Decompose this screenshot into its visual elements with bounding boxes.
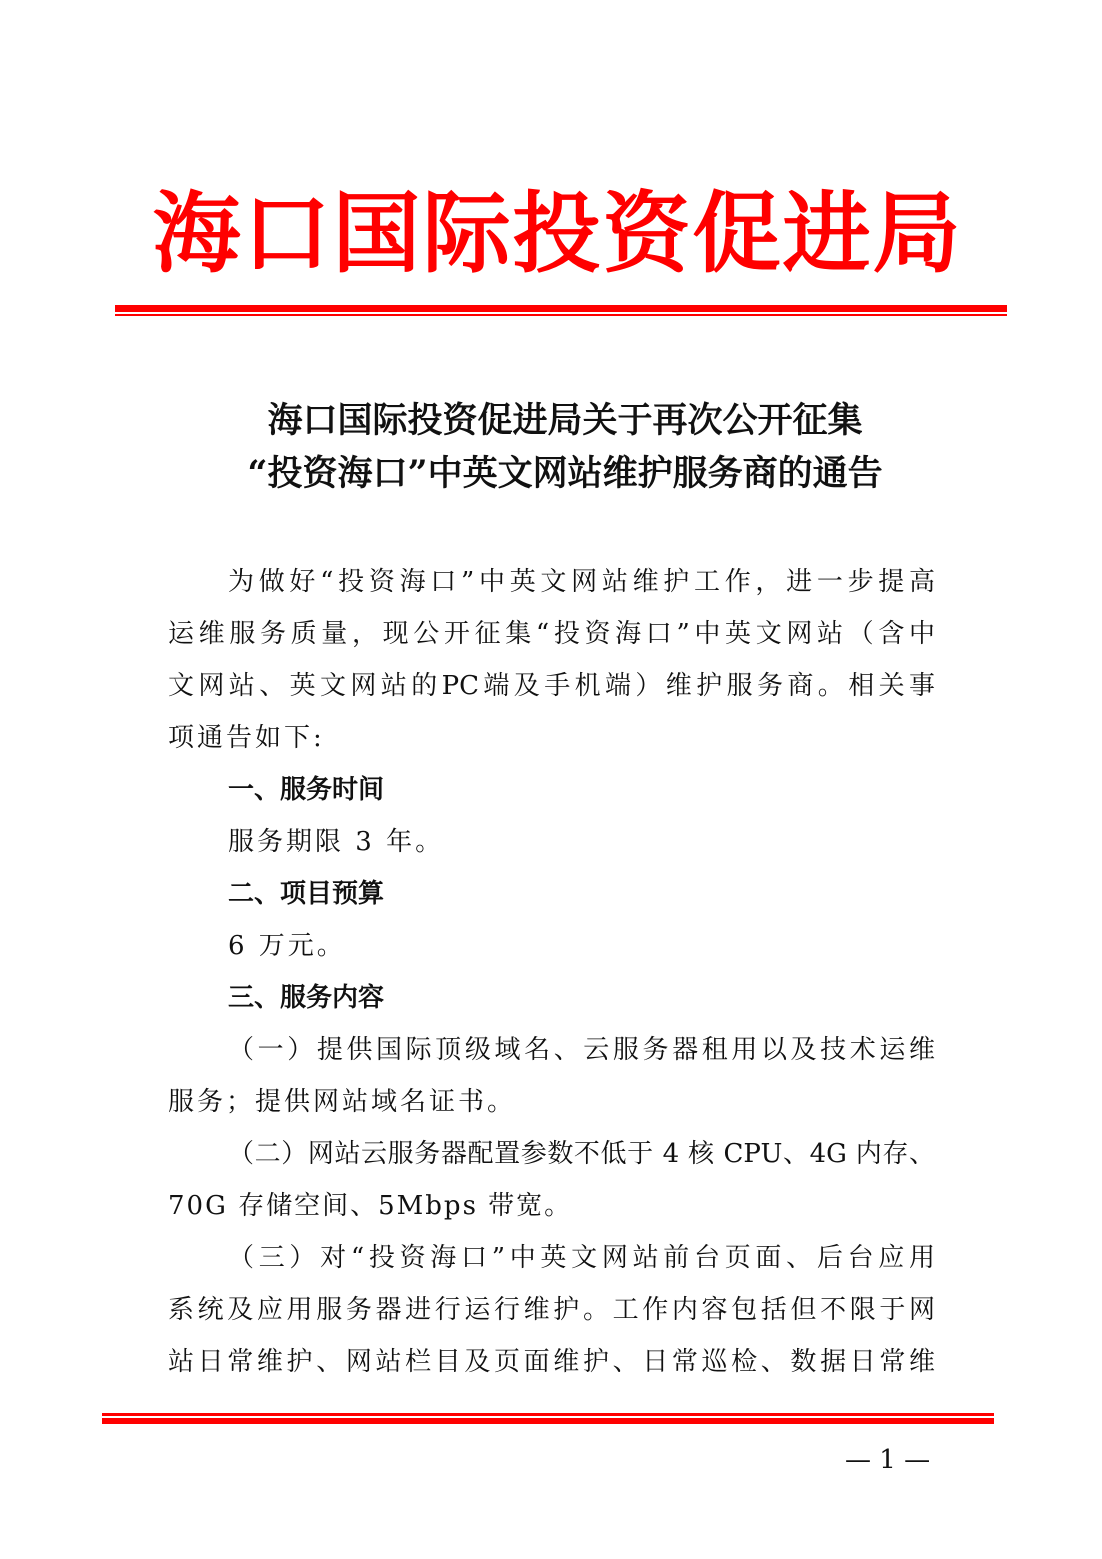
body-line: 6 万元。 (228, 931, 346, 961)
body-line: 文网站、英文网站的PC端及手机端）维护服务商。相关事 (168, 671, 935, 701)
body-line: 系统及应用服务器进行运行维护。工作内容包括但不限于网 (168, 1295, 935, 1325)
section-heading-service-time: 一、服务时间 (228, 775, 385, 805)
body-line: 为做好“投资海口”中英文网站维护工作，进一步提高 (228, 567, 935, 597)
document-title-line-2: “投资海口”中英文网站维护服务商的通告 (247, 453, 883, 494)
section-heading-budget: 二、项目预算 (228, 879, 385, 909)
header-rule-thick (115, 305, 1007, 312)
body-line: 70G 存储空间、5Mbps 带宽。 (168, 1191, 573, 1221)
body-line: （一）提供国际顶级域名、云服务器租用以及技术运维 (228, 1035, 935, 1065)
section-heading-service-content: 三、服务内容 (228, 983, 385, 1013)
footer-rule-thin (102, 1413, 994, 1416)
page-number: — 1 — (845, 1445, 931, 1475)
body-line: （三）对“投资海口”中英文网站前台页面、后台应用 (228, 1243, 935, 1273)
body-line: 项通告如下: (168, 723, 325, 753)
masthead-agency-name: 海口国际投资促进局 (152, 181, 963, 285)
footer-rule-thick (102, 1418, 994, 1424)
body-line: 站日常维护、网站栏目及页面维护、日常巡检、数据日常维 (168, 1347, 935, 1377)
document-title-line-1: 海口国际投资促进局关于再次公开征集 (267, 400, 863, 441)
header-rule-thin (115, 314, 1007, 316)
body-line: 运维服务质量，现公开征集“投资海口”中英文网站（含中 (168, 619, 935, 649)
body-line: （二）网站云服务器配置参数不低于 4 核 CPU、4G 内存、 (228, 1139, 935, 1169)
body-line: 服务期限 3 年。 (228, 827, 445, 857)
body-line: 服务；提供网站域名证书。 (168, 1087, 517, 1117)
